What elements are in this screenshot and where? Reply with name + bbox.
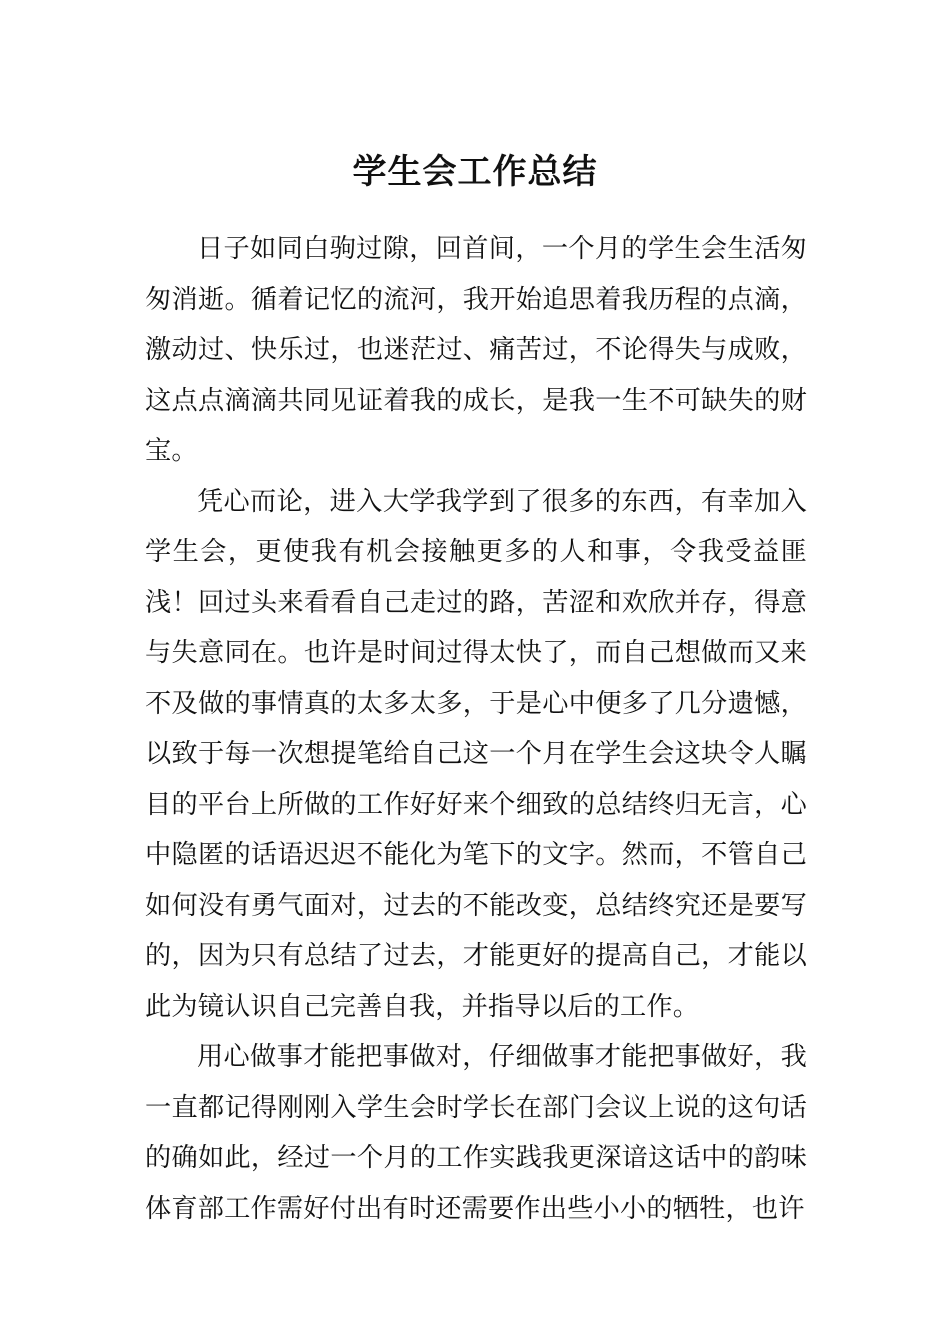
paragraph-1: 日子如同白驹过隙，回首间，一个月的学生会生活匆匆消逝。循着记忆的流河，我开始追思着我历程的点滴，激动过、快乐过，也迷茫过、痛苦过，不论得失与成败，这点点滴滴共同见证着我的成长，是我一生不可缺失的财宝。 [145,234,807,466]
document-title: 学生会工作总结 [352,151,598,192]
paragraph-3: 用心做事才能把事做对，仔细做事才能把事做好，我一直都记得刚刚入学生会时学长在部门会议上说的这句话的确如此，经过一个月的工作实践我更深谙这话中的韵味体育部工作需好付出有时还需要作出些小小的牺牲，也许 [145,1042,807,1224]
document-body [145,224,807,1234]
paragraph-2: 凭心而论，进入大学我学到了很多的东西，有幸加入学生会，更使我有机会接触更多的人和事，令我受益匪浅！回过头来看看自己走过的路，苦涩和欢欣并存，得意与失意同在。也许是时间过得太快了，而自己想做而又来不及做的事情真的太多太多，于是心中便多了几分遗憾，以致于每一次想提笔给自己这一个月在学生会这块令人瞩目的平台上所做的工作好好来个细致的总结终归无言，心中隐匿的话语迟迟不能化为笔下的文字。然而，不管自己如何没有勇气面对，过去的不能改变，总结终究还是要写的，因为只有总结了过去，才能更好的提高自己，才能以此为镜认识自己完善自我，并指导以后的工作。 [145,486,807,1022]
